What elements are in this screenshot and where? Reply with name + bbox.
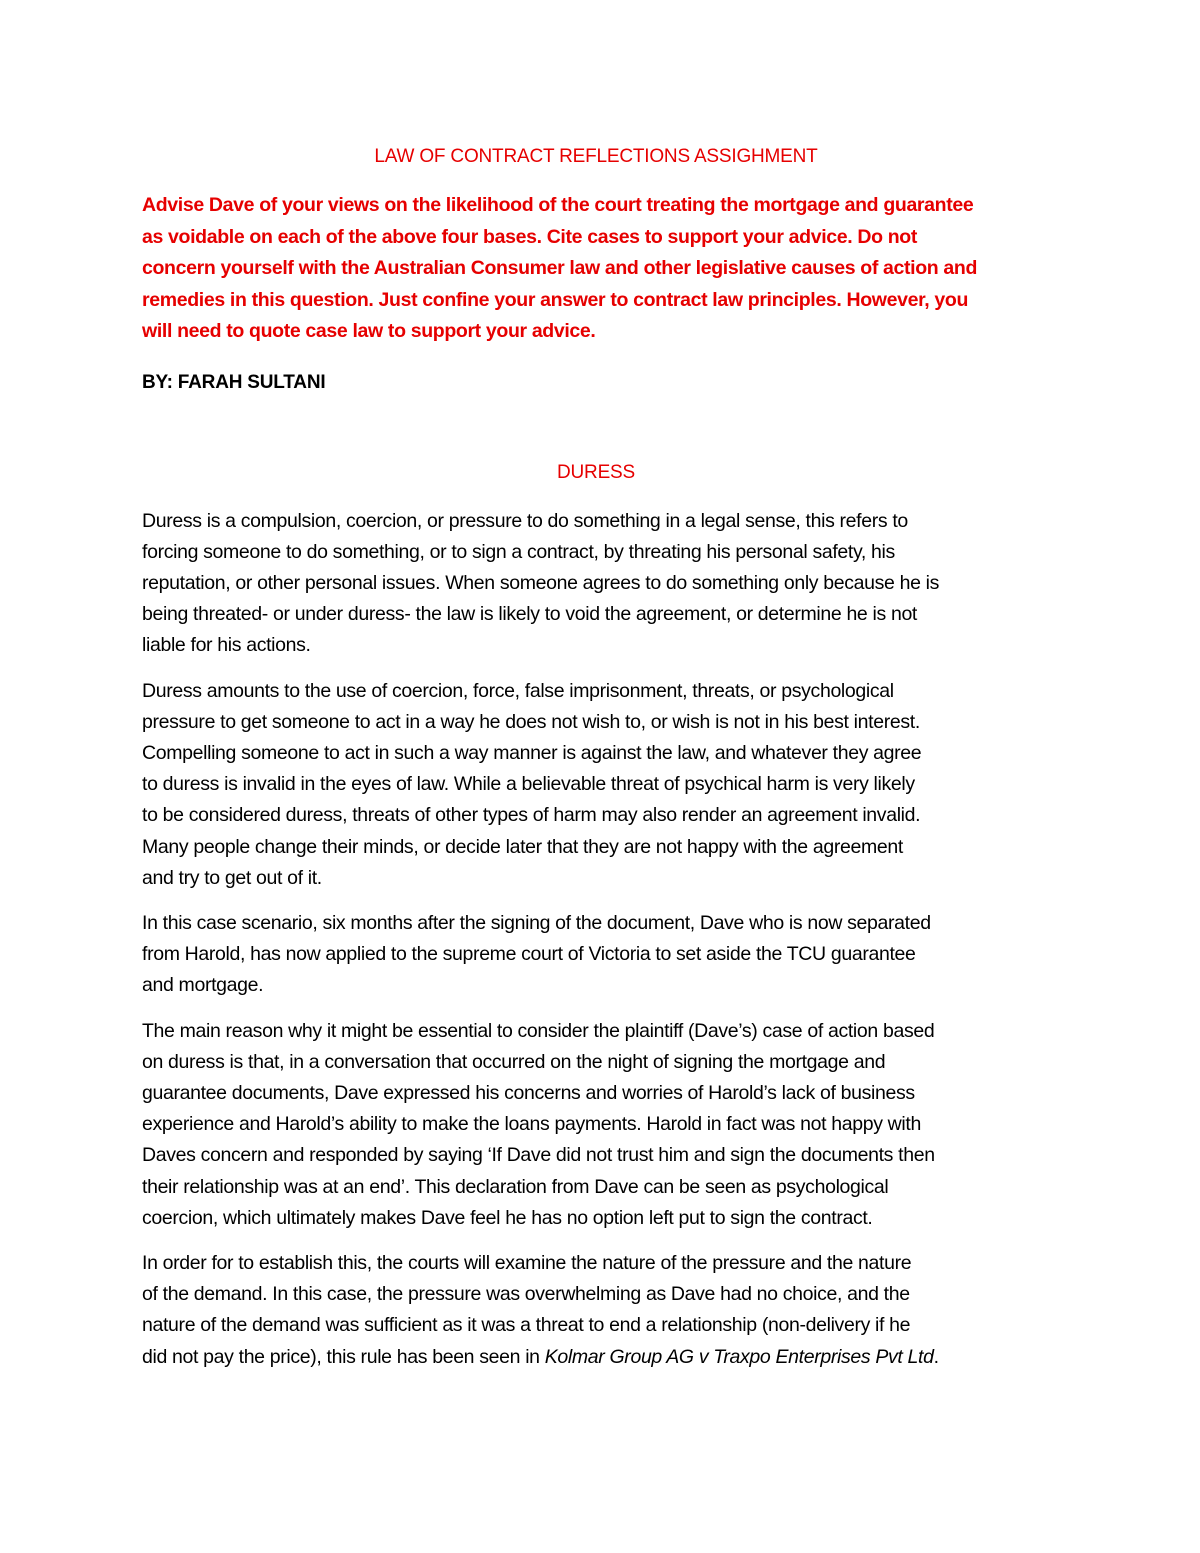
paragraph-1: Duress is a compulsion, coercion, or pressure to do something in a legal sense, this refers to forcing someone to do something, or to sign a contract, by threating his personal safety, his reputation, or other personal issues. When someone agrees to do something only because he is being threated- or under duress- the law is likely to void the agreement, or determine he is not liable for his actions. xyxy=(142,509,940,657)
paragraph-4: The main reason why it might be essential to consider the plaintiff (Dave’s) case of action based on duress is that, in a conversation that occurred on the night of signing the mortgage and guarantee documents, Dave expressed his concerns and worries of Harold’s lack of business experience and Harold’s ability to make the loans payments. Harold in fact was not happy with Daves concern and responded by saying ‘If Dave did not trust him and sign the documents then their relationship was at an end’. This declaration from Dave can be seen as psychological coercion, which ultimately makes Dave feel he has no option left put to sign the contract. xyxy=(142,1019,935,1229)
paragraph-3: In this case scenario, six months after the signing of the document, Dave who is now separated from Harold, has now applied to the supreme court of Victoria to set aside the TCU guarantee and mortgage. xyxy=(142,911,931,997)
author-byline: BY: FARAH SULTANI xyxy=(142,371,326,393)
case-citation: Kolmar Group AG v Traxpo Enterprises Pvt Ltd xyxy=(544,1345,934,1368)
paragraph-5-text: In order for to establish this, the courts will examine the nature of the pressure and the nature of the demand. In this case, the pressure was overwhelming as Dave had no choice, and the nature of the demand was sufficient as it was a threat to end a relationship (non-delivery if he did not pay the price), this rule has been seen in xyxy=(142,1251,912,1368)
section-heading-duress: DURESS xyxy=(557,461,635,483)
paragraph-2: Duress amounts to the use of coercion, force, false imprisonment, threats, or psychological pressure to get someone to act in a way he does not wish to, or wish is not in his best interest. Compelling someone to act in such a way manner is against the law, and whatever they agree to duress is invalid in the eyes of law. While a believable threat of psychical harm is very likely to be considered duress, threats of other types of harm may also render an agreement invalid. Many people change their minds, or decide later that they are not happy with the agreement and try to get out of it. xyxy=(142,679,922,889)
paragraph-5-ending: . xyxy=(933,1345,939,1368)
paragraph-5 xyxy=(142,1248,1050,1373)
assignment-question: Advise Dave of your views on the likelihood of the court treating the mortgage and guarantee as voidable on each of the above four bases. Cite cases to support your advice. Do not concern yourself with the Australian Consumer law and other legislative causes of action and remedies in this question. Just confine your answer to contract law principles. However, you will need to quote case law to support your advice. xyxy=(142,194,978,342)
document-title: LAW OF CONTRACT REFLECTIONS ASSIGHMENT xyxy=(374,146,818,167)
